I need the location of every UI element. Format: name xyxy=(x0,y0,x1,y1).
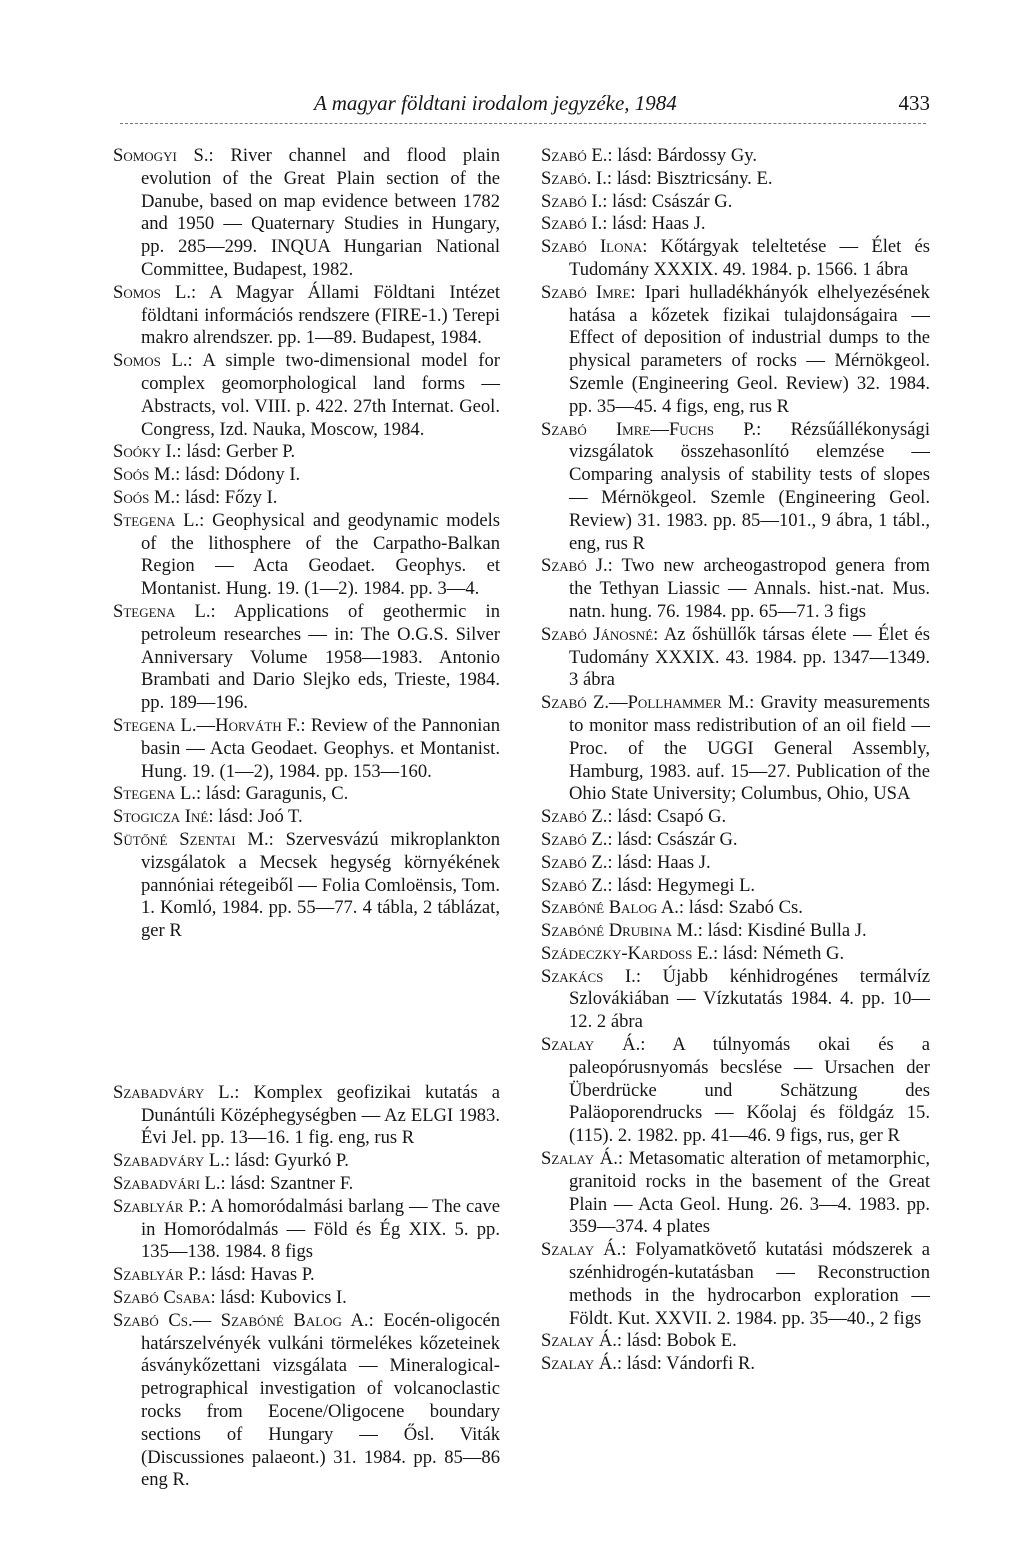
running-title: A magyar földtani irodalom jegyzéke, 1984 xyxy=(314,91,677,115)
entry-author: Szabó I.: xyxy=(541,190,608,212)
bibliography-entry xyxy=(113,1287,500,1310)
entry-text: lásd: Haas J. xyxy=(607,213,706,235)
entry-author: Soós M.: xyxy=(113,486,181,508)
bibliography-entry xyxy=(113,715,500,783)
bibliography-entry xyxy=(541,213,930,236)
entry-text: Review of the Pannonian basin — Acta Geodaet. Geophys. et Montanist. Hung. 19. (1—2), 1984. pp. 153—160. xyxy=(141,714,500,782)
header-rule xyxy=(120,123,926,124)
bibliography-entry xyxy=(541,806,930,829)
bibliography-entry xyxy=(541,692,930,806)
bibliography-entry xyxy=(541,419,930,556)
bibliography-entry xyxy=(541,829,930,852)
entry-author: Szalay Á.: xyxy=(541,1239,627,1261)
entry-author: Szalay Á.: xyxy=(541,1034,646,1056)
entry-author: Szabó Imre—Fuchs P.: xyxy=(541,418,762,440)
bibliography-entry xyxy=(113,806,500,829)
entry-author: Szabó Z.: xyxy=(541,874,613,896)
entry-text: lásd: Havas P. xyxy=(206,1264,315,1286)
bibliography-entry xyxy=(541,236,930,282)
bibliography-entry xyxy=(541,1353,930,1376)
entry-text: Ipari hulladékhányók elhelyezésének hatása a kőzetek fizikai tulajdonságaira — Effect of deposition of industrial dumps to the physical parameters of rocks — Mérnökgeol. Szemle (Engineering Geol. Review) 32. 1984. pp. 35—45. 4 figs, eng, rus R xyxy=(569,281,930,417)
entry-author: Szabó Csaba: xyxy=(113,1287,216,1309)
entry-text: Szervesvázú mikroplankton vizsgálatok a Mecsek hegység környékének pannóniai rétegeiből — Folia Comloënsis, Tom. 1. Komló, 1984. pp. 55—77. 4 tábla, 2 táblázat, ger R xyxy=(141,828,500,942)
entry-author: Szalay Á.: xyxy=(541,1330,623,1352)
bibliography-entry xyxy=(541,282,930,419)
left-column xyxy=(113,145,500,1492)
entry-author: Stogicza Iné: xyxy=(113,806,214,828)
entry-text: lásd: Kubovics I. xyxy=(215,1287,347,1309)
right-column xyxy=(541,145,930,1376)
entry-text: lásd: Bárdossy Gy. xyxy=(612,145,757,166)
right-column-entries xyxy=(541,145,930,1376)
bibliography-entry xyxy=(541,1239,930,1330)
entry-author: Szabó Jánosné: xyxy=(541,623,659,645)
entry-text: lásd: Gyurkó P. xyxy=(230,1150,349,1172)
entry-author: Somogyi S.: xyxy=(113,145,214,166)
entry-author: Szakács I.: xyxy=(541,965,641,987)
bibliography-entry xyxy=(541,191,930,214)
bibliography-entry xyxy=(113,350,500,441)
entry-text: Folyamatkövető kutatási módszerek a szénhidrogén-kutatásban — Reconstruction methods in the hydrocarbon exploration — Földt. Kut. XXVII. 2. 1984. pp. 35—40., 2 figs xyxy=(569,1239,931,1329)
page-number: 433 xyxy=(898,91,930,115)
entry-text: A túlnyomás okai és a paleopórusnyomás becslése — Ursachen der Überdrücke und Schätzung des Paläoporendrucks — Kőolaj és földgáz 15. (115). 2. 1982. pp. 41—46. 9 figs, rus, ger R xyxy=(569,1034,930,1147)
entry-text: lásd: Szabó Cs. xyxy=(684,897,803,919)
entry-author: Szabó Imre: xyxy=(541,281,636,303)
entry-author: Szabóné Balog A.: xyxy=(541,897,685,919)
bibliography-entry xyxy=(541,920,930,943)
bibliography-entry xyxy=(113,282,500,350)
entry-author: Szabó Ilona: xyxy=(541,236,648,258)
entry-author: Szabó Z.: xyxy=(541,806,613,828)
entry-text: lásd: Császár G. xyxy=(607,190,733,212)
entry-author: Szádeczky-Kardoss E.: xyxy=(541,942,719,964)
bibliography-entry xyxy=(113,510,500,601)
entry-text: lásd: Csapó G. xyxy=(612,806,727,828)
bibliography-entry xyxy=(113,1150,500,1173)
entry-text: Komplex geofizikai kutatás a Dunántúli Középhegységben — Az ELGI 1983. Évi Jel. pp. 13—16. 1 fig. eng, rus R xyxy=(141,1081,500,1149)
entry-text: lásd: Bobok E. xyxy=(622,1330,737,1352)
entry-author: Somos L.: xyxy=(113,350,193,372)
entry-text: lásd: Császár G. xyxy=(612,828,738,850)
entry-author: Szabó E.: xyxy=(541,145,613,166)
bibliography-entry xyxy=(113,441,500,464)
entry-author: Somos L.: xyxy=(113,281,197,303)
entry-text: lásd: Dódony I. xyxy=(180,464,301,486)
bibliography-entry xyxy=(113,1310,500,1492)
bibliography-entry xyxy=(541,168,930,191)
entry-text: lásd: Bisztricsány. E. xyxy=(612,167,773,189)
entry-text: Metasomatic alteration of metamorphic, granitoid rocks in the basement of the Great Plain — Acta Geol. Hung. 26. 3—4. 1983. pp. 359—374. 4 plates xyxy=(569,1148,930,1238)
bibliography-entry xyxy=(541,897,930,920)
entry-text: A homoródalmási barlang — The cave in Homoródalmás — Föld és Ég XIX. 5. pp. 135—138. 1984. 8 figs xyxy=(141,1195,501,1263)
entry-text: lásd: Főzy I. xyxy=(180,486,278,508)
entry-text: Geophysical and geodynamic models of the lithosphere of the Carpatho-Balkan Region — Acta Geodaet. Geophys. et Montanist. Hung. 19. (1—2). 1984. pp. 3—4. xyxy=(141,509,500,600)
bibliography-entry xyxy=(541,852,930,875)
entry-author: Szabadváry L.: xyxy=(113,1081,240,1103)
entry-author: Szabó Z.—Pollhammer M.: xyxy=(541,692,755,714)
entry-text: Eocén-oligocén határszelvényék vulkáni törmelékes kőzeteinek ásványkőzettani vizsgálata — Mineralogical-petrographical investigation of volcanoclastic rocks from Eocene/Oligocene boundary sections of Hungary — Ősl. Viták (Discussiones palaeont.) 31. 1984. pp. 85—86 eng R. xyxy=(141,1309,500,1491)
bibliography-entry xyxy=(113,464,500,487)
entry-author: Stegena L.: xyxy=(113,783,202,805)
bibliography-entry xyxy=(541,1330,930,1353)
bibliography-entry xyxy=(113,601,500,715)
entry-text: Kőtárgyak teleltetése — Élet és Tudomány XXXIX. 49. 1984. p. 1566. 1 ábra xyxy=(569,236,930,280)
entry-author: Szalay Á.: xyxy=(541,1148,624,1170)
entry-author: Stegena L.: xyxy=(113,509,205,531)
entry-author: Soós M.: xyxy=(113,464,181,486)
entry-text: Az őshüllők társas élete — Élet és Tudomány XXXIX. 43. 1984. pp. 1347—1349. 3 ábra xyxy=(569,623,930,691)
entry-text: Two new archeogastropod genera from the Tethyan Liassic — Annals. hist.-nat. Mus. natn. hung. 76. 1984. pp. 65—71. 3 figs xyxy=(569,555,930,622)
entry-author: Szablyár P.: xyxy=(113,1195,207,1217)
bibliography-entry xyxy=(541,966,930,1034)
bibliography-entry xyxy=(541,624,930,692)
entry-author: Szabóné Drubina M.: xyxy=(541,920,703,942)
entry-text: Gravity measurements to monitor mass redistribution of an oil field — Proc. of the UGGI General Assembly, Hamburg, 1983. auf. 15—27. Publication of the Ohio State University; Columbus, Ohio, USA xyxy=(569,692,930,805)
entry-text: A Magyar Állami Földtani Intézet földtani információs rendszere (FIRE-1.) Terepi makro alrendszer. pp. 1—89. Budapest, 1984. xyxy=(141,281,500,349)
bibliography-entry xyxy=(541,1148,930,1239)
entry-text: lásd: Németh G. xyxy=(718,942,845,964)
entry-text: lásd: Kisdiné Bulla J. xyxy=(702,920,867,942)
left-column-bottom-entries xyxy=(113,1082,500,1492)
entry-text: lásd: Joó T. xyxy=(213,806,303,828)
entry-text: lásd: Vándorfi R. xyxy=(622,1353,755,1375)
bibliography-entry xyxy=(541,1034,930,1148)
entry-text: Applications of geothermic in petroleum researches — in: The O.G.S. Silver Anniversary Volume 1958—1983. Antonio Brambati and Dario Slejko eds, Trieste, 1984. pp. 189—196. xyxy=(141,600,500,714)
bibliography-entry xyxy=(113,487,500,510)
entry-author: Soóky I.: xyxy=(113,441,182,463)
bibliography-entry xyxy=(113,1173,500,1196)
entry-author: Stegena L.—Horváth F.: xyxy=(113,714,306,736)
entry-author: Stegena L.: xyxy=(113,600,216,622)
entry-text: lásd: Garagunis, C. xyxy=(201,783,349,805)
bibliography-entry xyxy=(113,829,500,943)
entry-text: lásd: Gerber P. xyxy=(181,441,296,463)
bibliography-entry xyxy=(541,145,930,168)
entry-author: Szabó Cs.— Szabóné Balog A.: xyxy=(113,1309,374,1331)
entry-text: River channel and flood plain evolution of the Great Plain section of the Danube, based on map evidence between 1782 and 1950 — Quaternary Studies in Hungary, pp. 285—299. INQUA Hungarian National Committee, Budapest, 1982. xyxy=(141,145,500,280)
entry-text: A simple two-dimensional model for complex geomorphological land forms — Abstracts, vol. VIII. p. 422. 27th Internat. Geol. Congress, Izd. Nauka, Moscow, 1984. xyxy=(141,350,500,440)
entry-author: Sütőné Szentai M.: xyxy=(113,828,274,850)
page-header xyxy=(300,90,930,116)
bibliography-entry xyxy=(541,555,930,623)
entry-author: Szalay Á.: xyxy=(541,1353,623,1375)
entry-author: Szabó Z.: xyxy=(541,828,613,850)
bibliography-entry xyxy=(541,875,930,898)
entry-text: Újabb kénhidrogénes termálvíz Szlovákiában — Vízkutatás 1984. 4. pp. 10—12. 2 ábra xyxy=(569,965,930,1033)
entry-text: lásd: Hegymegi L. xyxy=(612,874,756,896)
bibliography-entry xyxy=(113,145,500,282)
bibliography-entry xyxy=(113,1082,500,1150)
entry-author: Szabó. I.: xyxy=(541,167,613,189)
entry-author: Szablyár P.: xyxy=(113,1264,207,1286)
entry-text: lásd: Szantner F. xyxy=(225,1173,354,1195)
entry-author: Szabó Z.: xyxy=(541,851,613,873)
entry-author: Szabó I.: xyxy=(541,213,608,235)
entry-author: Szabadvári L.: xyxy=(113,1173,226,1195)
column-gap xyxy=(113,943,500,1082)
entry-author: Szabadváry L.: xyxy=(113,1150,231,1172)
entry-text: Rézsűállékonysági vizsgálatok összehasonlító elemzése — Comparing analysis of stability tests of slopes — Mérnökgeol. Szemle (Engineering Geol. Review) 31. 1983. pp. 85—101., 9 ábra, 1 tábl., eng, rus R xyxy=(569,418,930,554)
entry-author: Szabó J.: xyxy=(541,555,613,577)
bibliography-entry xyxy=(113,1196,500,1264)
bibliography-entry xyxy=(113,1264,500,1287)
entry-text: lásd: Haas J. xyxy=(612,851,711,873)
left-column-top-entries xyxy=(113,145,500,943)
bibliography-entry xyxy=(113,783,500,806)
bibliography-entry xyxy=(541,943,930,966)
